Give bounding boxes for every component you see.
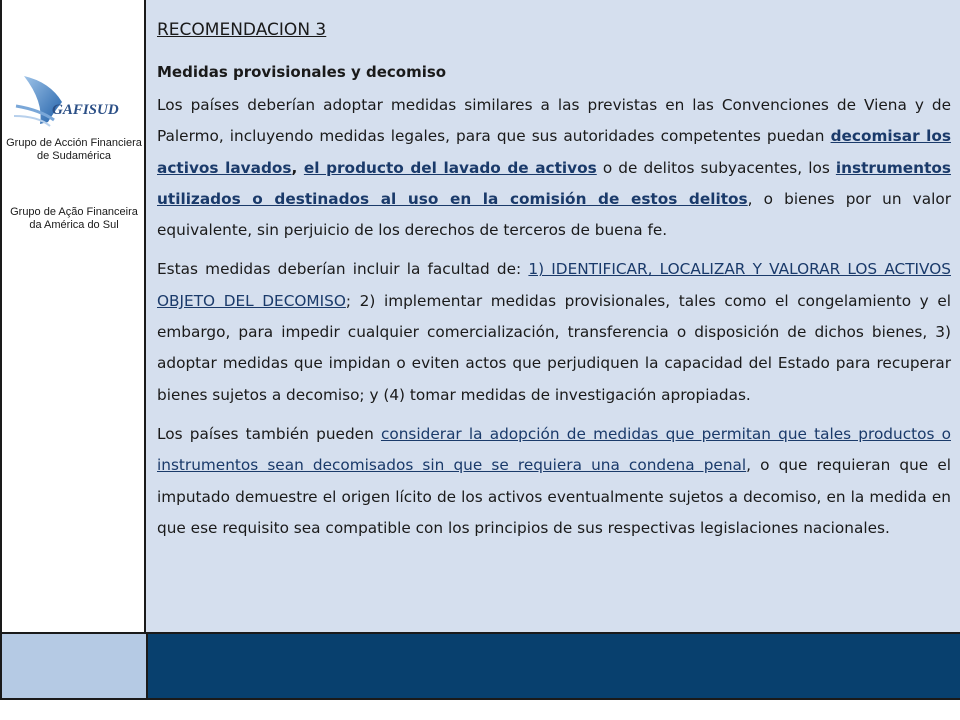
p3-underline-1: considerar la adopción de medidas que permitan que tales productos o instrumentos sean decomisados sin que se requiera una condena penal [157, 424, 951, 475]
paragraph-3 [157, 419, 951, 544]
footer-left-block [0, 632, 148, 700]
p1-text-4: , o bienes por un valor equivalente, sin perjuicio de los derechos de terceros de buena fe. [157, 189, 951, 240]
caption-spanish: Grupo de Acción Financiera de Sudamérica [6, 137, 142, 162]
bottom-strip [0, 700, 960, 720]
content [157, 18, 951, 544]
p1-text-2: , [291, 158, 304, 177]
paragraph-2 [157, 254, 951, 410]
p1-underline-2: el producto del lavado de activos [303, 158, 597, 177]
caption-portuguese: Grupo de Ação Financeira da América do Sul [10, 206, 138, 231]
paragraph-1 [157, 90, 951, 246]
p1-text-3: o de delitos subyacentes, los [596, 158, 836, 177]
p2-underline-1: 1) IDENTIFICAR, LOCALIZAR Y VALORAR LOS ACTIVOS OBJETO DEL DECOMISO [157, 260, 951, 310]
main-panel [146, 0, 960, 632]
subtitle: Medidas provisionales y decomiso [157, 63, 447, 81]
p3-text-1: Los países también pueden [157, 424, 381, 443]
p2-text-2: ; 2) implementar medidas provisionales, tales como el congelamiento y el embargo, para impedir cualquier comercialización, transferencia o disposición de dichos bienes, 3) adoptar medidas que impidan o eviten actos que perjudiquen la capacidad del Estado para recuperar bienes sujetos a decomiso; y (4) tomar medidas de investigación apropiadas. [157, 291, 951, 404]
page-title: RECOMENDACION 3 [157, 20, 327, 40]
p1-underline-1: decomisar los activos lavados [157, 127, 951, 177]
sidebar [0, 0, 146, 632]
p1-underline-3: instrumentos utilizados o destinados al uso en la comisión de estos delitos [157, 158, 951, 208]
gafisud-logo [10, 72, 140, 128]
p3-text-2: , o que requieran que el imputado demuestre el origen lícito de los activos eventualmente sujetos a decomiso, en la medida en que ese requisito sea compatible con los principios de sus respectivas legislaciones nacionales. [157, 456, 951, 537]
p1-text-1: Los países deberían adoptar medidas similares a las previstas en las Convenciones de Viena y de Palermo, incluyendo medidas legales, para que sus autoridades competentes puedan [157, 96, 951, 146]
footer-right-block [148, 632, 960, 700]
p2-text-1: Estas medidas deberían incluir la facultad de: [157, 260, 529, 279]
logo-text: GAFISUD [52, 102, 119, 118]
